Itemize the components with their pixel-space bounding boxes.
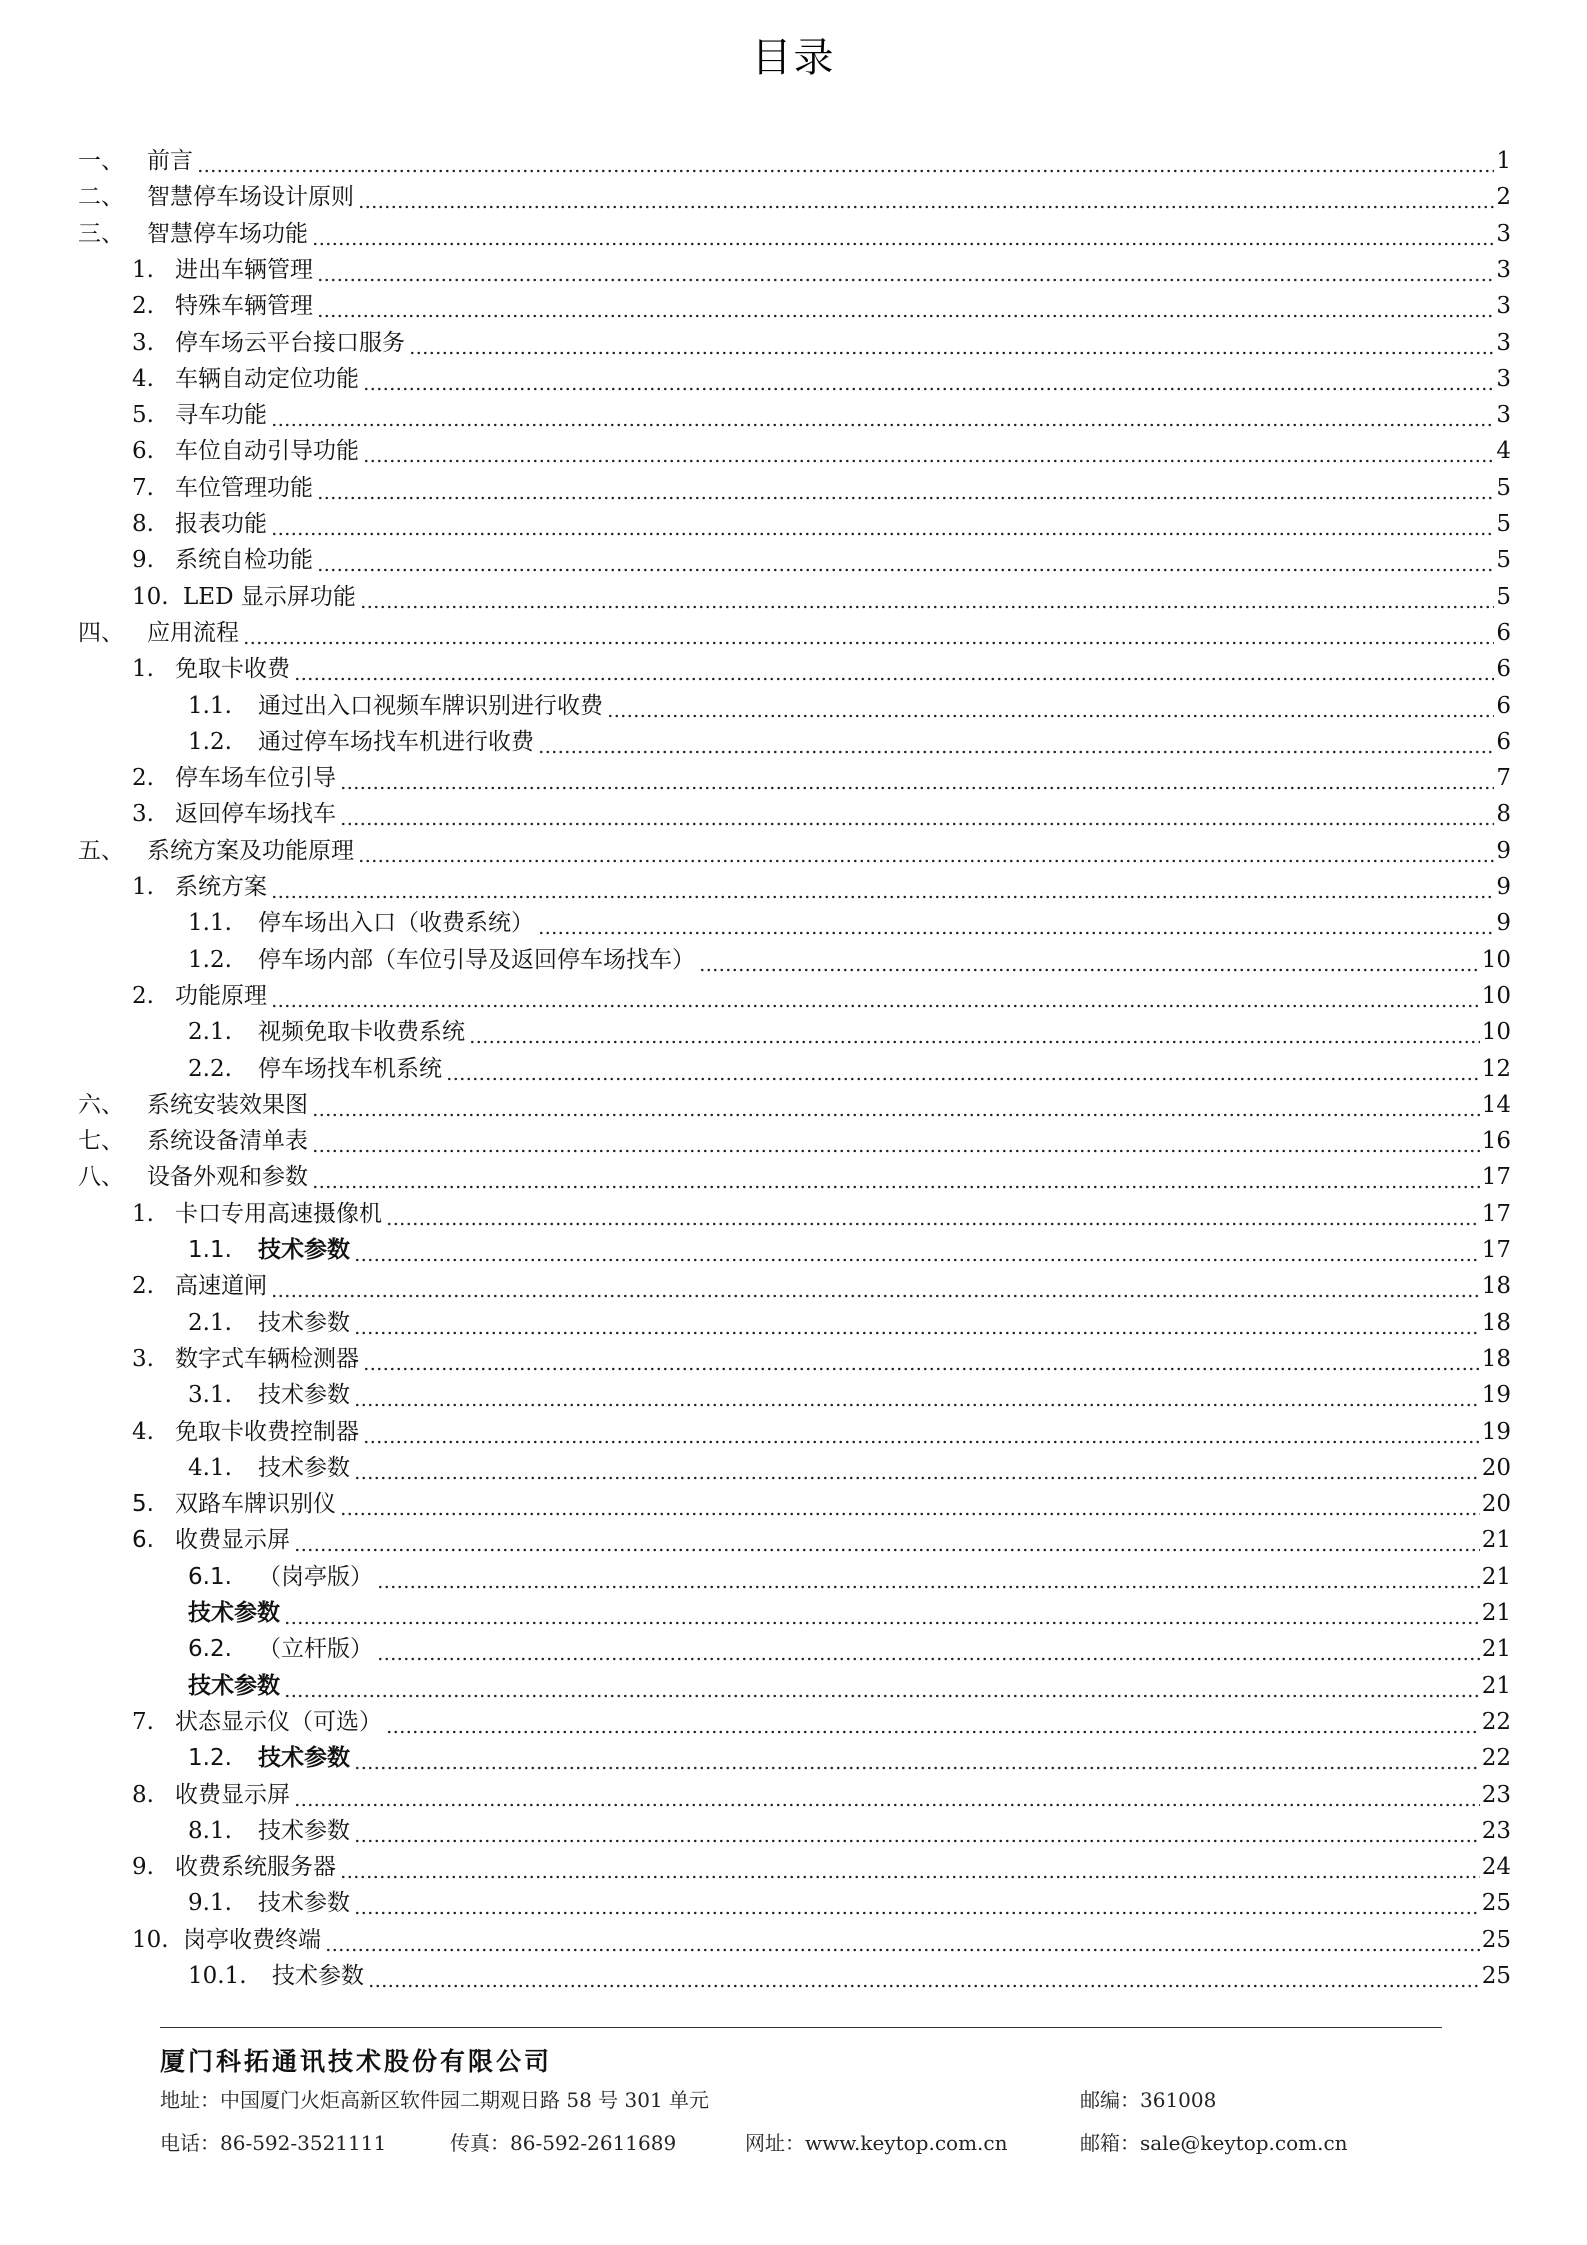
toc-entry-number: 3. — [132, 329, 154, 356]
toc-entry[interactable] — [0, 760, 1587, 796]
toc-entry-page-number: 9 — [1496, 837, 1511, 864]
dot-leader — [409, 325, 1494, 361]
toc-entry-number: 六、 — [78, 1091, 124, 1118]
toc-entry[interactable] — [0, 1051, 1587, 1087]
toc-entry-label: 系统自检功能 — [175, 547, 313, 574]
dot-leader — [469, 1014, 1480, 1050]
toc-entry-number: 10.1. — [188, 1963, 247, 1989]
toc-entry-label: 停车场找车机系统 — [258, 1055, 442, 1082]
toc-entry-label: 停车场云平台接口服务 — [175, 329, 405, 356]
dot-leader — [284, 1668, 1480, 1704]
toc-entry[interactable] — [0, 1159, 1587, 1195]
dot-leader — [386, 1704, 1480, 1740]
toc-entry-label: 寻车功能 — [175, 402, 267, 429]
toc-entry-number: 1.2. — [188, 728, 232, 755]
toc-entry-label: 双路车牌识别仪 — [175, 1491, 336, 1518]
toc-entry-label: 前言 — [147, 148, 193, 174]
dot-leader — [363, 361, 1494, 397]
dot-leader — [354, 1450, 1480, 1486]
dot-leader — [538, 905, 1494, 941]
toc-entry-number: 1.2. — [188, 946, 232, 973]
toc-entry[interactable] — [0, 1087, 1587, 1123]
toc-entry-page-number: 24 — [1481, 1854, 1511, 1881]
toc-entry[interactable] — [0, 796, 1587, 832]
toc-entry-number: 一、 — [78, 148, 124, 174]
toc-entry[interactable] — [0, 905, 1587, 941]
toc-entry-label: 卡口专用高速摄像机 — [175, 1200, 382, 1227]
dot-leader — [360, 579, 1494, 615]
toc-entry-page-number: 6 — [1496, 728, 1511, 755]
dot-leader — [312, 1123, 1480, 1159]
toc-entry-page-number: 25 — [1481, 1926, 1511, 1953]
dot-leader — [358, 833, 1494, 869]
company-name: 厦门科拓通讯技术股份有限公司 — [160, 2047, 553, 2076]
toc-entry-number: 1. — [132, 656, 154, 683]
toc-entry-label: 技术参数 — [272, 1963, 364, 1989]
toc-entry-number: 3. — [132, 801, 154, 828]
toc-entry[interactable] — [0, 1341, 1587, 1377]
dot-leader — [368, 1958, 1480, 1994]
toc-entry-number: 1.1. — [188, 692, 232, 719]
toc-entry[interactable] — [0, 579, 1587, 615]
toc-entry-page-number: 5 — [1496, 583, 1511, 610]
toc-entry-label: 技术参数 — [258, 1309, 350, 1336]
toc-entry-number: 七、 — [78, 1128, 124, 1155]
dot-leader — [325, 1922, 1480, 1958]
toc-entry-page-number: 3 — [1496, 329, 1511, 356]
toc-entry-label: 停车场内部（车位引导及返回停车场找车） — [258, 946, 695, 973]
toc-entry-page-number: 1 — [1496, 148, 1511, 174]
toc-entry-label: 设备外观和参数 — [147, 1164, 308, 1191]
toc-entry-page-number: 6 — [1496, 656, 1511, 683]
dot-leader — [294, 1522, 1480, 1558]
toc-entry-label: LED 显示屏功能 — [183, 583, 356, 610]
footer-divider — [160, 2027, 1442, 2028]
toc-entry[interactable] — [0, 179, 1587, 215]
toc-entry-number: 7. — [132, 474, 154, 501]
toc-entry[interactable] — [0, 506, 1587, 542]
toc-entry-number: 2.1. — [188, 1019, 232, 1046]
dot-leader — [317, 542, 1494, 578]
toc-entry-number: 八、 — [78, 1164, 124, 1191]
toc-entry[interactable] — [0, 1813, 1587, 1849]
toc-entry[interactable] — [0, 1559, 1587, 1595]
dot-leader — [354, 1232, 1480, 1268]
toc-entry-number: 三、 — [78, 220, 124, 247]
toc-entry-label: 免取卡收费控制器 — [175, 1418, 359, 1445]
toc-entry-number: 1. — [132, 1200, 154, 1227]
toc-entry-number: 2.1. — [188, 1309, 232, 1336]
toc-entry-number: 1.1. — [188, 1237, 232, 1263]
footer-phone: 电话：86-592-3521111 — [160, 2131, 387, 2155]
toc-entry-number: 7. — [132, 1708, 154, 1735]
toc-entry[interactable] — [0, 869, 1587, 905]
toc-entry[interactable] — [0, 651, 1587, 687]
toc-entry-label: 收费显示屏 — [175, 1527, 290, 1554]
toc-entry-label: 通过停车场找车机进行收费 — [258, 728, 534, 755]
toc-entry-page-number: 18 — [1481, 1309, 1511, 1336]
toc-entry-number: 6.1. — [188, 1563, 232, 1590]
toc-entry-label: 智慧停车场功能 — [147, 220, 308, 247]
toc-entry-page-number: 2 — [1496, 184, 1511, 211]
toc-entry-page-number: 3 — [1496, 256, 1511, 283]
toc-entry[interactable] — [0, 1268, 1587, 1304]
dot-leader — [354, 1813, 1480, 1849]
toc-entry[interactable] — [0, 1631, 1587, 1667]
dot-leader — [358, 179, 1494, 215]
toc-entry-label: 状态显示仪（可选） — [175, 1708, 382, 1735]
toc-entry[interactable] — [0, 942, 1587, 978]
toc-entry-page-number: 4 — [1496, 438, 1511, 465]
toc-entry[interactable] — [0, 1777, 1587, 1813]
toc-entry-number: 6. — [132, 438, 154, 465]
toc-entry-number: 二、 — [78, 184, 124, 211]
toc-entry-label: 系统方案及功能原理 — [147, 837, 354, 864]
toc-entry-label: 免取卡收费 — [175, 656, 290, 683]
dot-leader — [271, 506, 1494, 542]
toc-entry[interactable] — [0, 1450, 1587, 1486]
footer-email: 邮箱：sale@keytop.com.cn — [1080, 2131, 1348, 2155]
toc-entry-number: 2. — [132, 293, 154, 320]
toc-entry-number: 4. — [132, 1418, 154, 1445]
toc-entry-label: 系统方案 — [175, 874, 267, 900]
toc-entry[interactable] — [0, 1958, 1587, 1994]
toc-entry[interactable] — [0, 1668, 1587, 1704]
toc-entry[interactable] — [0, 1414, 1587, 1450]
toc-entry[interactable] — [0, 978, 1587, 1014]
toc-entry-label: 报表功能 — [175, 511, 267, 537]
toc-entry-number: 3.1. — [188, 1382, 232, 1409]
toc-entry[interactable] — [0, 143, 1587, 179]
toc-entry-label: 功能原理 — [175, 982, 267, 1009]
toc-entry-number: 8.1. — [188, 1817, 232, 1844]
dot-leader — [271, 397, 1494, 433]
toc-entry-page-number: 5 — [1496, 511, 1511, 537]
dot-leader — [284, 1595, 1480, 1631]
toc-entry-label: 技术参数 — [258, 1890, 350, 1917]
toc-entry-label: 通过出入口视频车牌识别进行收费 — [258, 692, 603, 719]
toc-entry-page-number: 20 — [1481, 1491, 1511, 1518]
toc-entry[interactable] — [0, 1486, 1587, 1522]
toc-entry-page-number: 5 — [1496, 474, 1511, 501]
toc-entry-label: 技术参数 — [258, 1382, 350, 1409]
dot-leader — [294, 651, 1494, 687]
toc-entry[interactable] — [0, 288, 1587, 324]
toc-entry-page-number: 21 — [1481, 1563, 1511, 1590]
dot-leader — [271, 978, 1480, 1014]
dot-leader — [340, 760, 1494, 796]
toc-entry-label: 进出车辆管理 — [175, 256, 313, 283]
toc-entry-label: 车辆自动定位功能 — [175, 365, 359, 392]
dot-leader — [317, 288, 1494, 324]
toc-entry-number: 8. — [132, 511, 154, 537]
toc-entry-page-number: 17 — [1481, 1164, 1511, 1191]
toc-entry-page-number: 3 — [1496, 220, 1511, 247]
toc-entry-page-number: 19 — [1481, 1418, 1511, 1445]
dot-leader — [354, 1740, 1480, 1776]
toc-entry-number: 2. — [132, 1273, 154, 1300]
toc-entry[interactable] — [0, 724, 1587, 760]
dot-leader — [340, 1486, 1480, 1522]
toc-entry-page-number: 6 — [1496, 692, 1511, 719]
dot-leader — [354, 1377, 1480, 1413]
toc-entry-label: 停车场车位引导 — [175, 765, 336, 792]
toc-entry-number: 5. — [132, 1491, 154, 1518]
toc-entry-label: 数字式车辆检测器 — [175, 1345, 359, 1372]
toc-entry[interactable] — [0, 1232, 1587, 1268]
toc-entry-page-number: 25 — [1481, 1963, 1511, 1989]
toc-entry-label: 智慧停车场设计原则 — [147, 184, 354, 211]
toc-entry[interactable] — [0, 1196, 1587, 1232]
dot-leader — [243, 615, 1494, 651]
dot-leader — [340, 1849, 1480, 1885]
toc-entry-label: 车位自动引导功能 — [175, 438, 359, 465]
toc-entry[interactable] — [0, 1849, 1587, 1885]
toc-entry[interactable] — [0, 470, 1587, 506]
toc-entry[interactable] — [0, 1595, 1587, 1631]
toc-entry-label: 技术参数 — [258, 1237, 350, 1263]
toc-entry-label: 停车场出入口（收费系统） — [258, 910, 534, 937]
toc-entry-page-number: 21 — [1481, 1672, 1511, 1699]
toc-entry-page-number: 21 — [1481, 1636, 1511, 1663]
toc-entry-label: 技术参数 — [188, 1672, 280, 1699]
toc-entry-number: 10. — [132, 583, 169, 610]
toc-entry[interactable] — [0, 325, 1587, 361]
toc-entry-label: 技术参数 — [258, 1817, 350, 1844]
toc-entry-label: 车位管理功能 — [175, 474, 313, 501]
toc-entry-number: 1. — [132, 874, 154, 900]
toc-entry-label: 视频免取卡收费系统 — [258, 1019, 465, 1046]
toc-entry-number: 2.2. — [188, 1055, 232, 1082]
footer-address: 地址：中国厦门火炬高新区软件园二期观日路 58 号 301 单元 — [160, 2088, 710, 2112]
toc-entry-page-number: 7 — [1496, 765, 1511, 792]
toc-entry-page-number: 3 — [1496, 402, 1511, 429]
toc-entry-number: 2. — [132, 982, 154, 1009]
dot-leader — [538, 724, 1494, 760]
toc-entry-page-number: 12 — [1481, 1055, 1511, 1082]
toc-entry-number: 3. — [132, 1345, 154, 1372]
toc-entry[interactable] — [0, 361, 1587, 397]
toc-entry-number: 4.1. — [188, 1454, 232, 1481]
toc-entry-page-number: 20 — [1481, 1454, 1511, 1481]
page-title: 目录 — [751, 35, 836, 81]
toc-entry[interactable] — [0, 1740, 1587, 1776]
toc-entry-page-number: 21 — [1481, 1527, 1511, 1554]
toc-entry-page-number: 6 — [1496, 619, 1511, 646]
dot-leader — [363, 433, 1494, 469]
toc-entry-page-number: 25 — [1481, 1890, 1511, 1917]
toc-entry-page-number: 10 — [1481, 982, 1511, 1009]
dot-leader — [699, 942, 1480, 978]
toc-entry-label: 收费显示屏 — [175, 1781, 290, 1808]
toc-entry-number: 1.1. — [188, 910, 232, 937]
toc-entry-page-number: 14 — [1481, 1091, 1511, 1118]
toc-entry[interactable] — [0, 1522, 1587, 1558]
toc-entry-label: 系统安装效果图 — [147, 1091, 308, 1118]
dot-leader — [312, 216, 1494, 252]
dot-leader — [317, 252, 1494, 288]
toc-entry-number: 6. — [132, 1527, 154, 1554]
toc-entry-page-number: 10 — [1481, 946, 1511, 973]
dot-leader — [446, 1051, 1480, 1087]
toc-entry-page-number: 22 — [1481, 1708, 1511, 1735]
toc-entry-number: 5. — [132, 402, 154, 429]
toc-entry-page-number: 9 — [1496, 910, 1511, 937]
toc-entry-label: 收费系统服务器 — [175, 1854, 336, 1881]
toc-entry-page-number: 18 — [1481, 1273, 1511, 1300]
toc-entry-page-number: 23 — [1481, 1781, 1511, 1808]
dot-leader — [312, 1087, 1480, 1123]
toc-entry-page-number: 10 — [1481, 1019, 1511, 1046]
toc-entry[interactable] — [0, 615, 1587, 651]
dot-leader — [312, 1159, 1480, 1195]
toc-entry-page-number: 8 — [1496, 801, 1511, 828]
toc-entry[interactable] — [0, 688, 1587, 724]
dot-leader — [377, 1559, 1480, 1595]
toc-entry[interactable] — [0, 216, 1587, 252]
toc-entry-number: 五、 — [78, 837, 124, 864]
toc-entry-label: 技术参数 — [258, 1745, 350, 1772]
toc-entry-number: 9.1. — [188, 1890, 232, 1917]
dot-leader — [363, 1341, 1480, 1377]
toc-entry-page-number: 21 — [1481, 1600, 1511, 1626]
dot-leader — [317, 470, 1494, 506]
dot-leader — [386, 1196, 1480, 1232]
dot-leader — [294, 1777, 1480, 1813]
dot-leader — [377, 1631, 1480, 1667]
dot-leader — [363, 1414, 1480, 1450]
toc-entry-number: 2. — [132, 765, 154, 792]
toc-entry[interactable] — [0, 1123, 1587, 1159]
toc-entry[interactable] — [0, 397, 1587, 433]
toc-entry-label: 岗亭收费终端 — [183, 1926, 321, 1953]
toc-entry-page-number: 16 — [1481, 1128, 1511, 1155]
toc-entry[interactable] — [0, 1377, 1587, 1413]
toc-entry-label: （岗亭版） — [258, 1563, 373, 1590]
toc-entry-page-number: 23 — [1481, 1817, 1511, 1844]
toc-entry-label: 特殊车辆管理 — [175, 293, 313, 320]
toc-entry[interactable] — [0, 1305, 1587, 1341]
toc-entry-page-number: 5 — [1496, 547, 1511, 574]
toc-entry[interactable] — [0, 1704, 1587, 1740]
toc-entry-label: 技术参数 — [188, 1600, 280, 1626]
toc-entry[interactable] — [0, 833, 1587, 869]
toc-entry[interactable] — [0, 252, 1587, 288]
toc-entry[interactable] — [0, 542, 1587, 578]
footer-fax: 传真：86-592-2611689 — [450, 2131, 677, 2155]
toc-entry-label: 返回停车场找车 — [175, 801, 336, 828]
toc-entry[interactable] — [0, 1885, 1587, 1921]
footer-website: 网址：www.keytop.com.cn — [745, 2131, 1008, 2155]
footer-postcode: 邮编：361008 — [1080, 2088, 1217, 2112]
toc-entry[interactable] — [0, 433, 1587, 469]
toc-entry-label: 技术参数 — [258, 1454, 350, 1481]
toc-entry-number: 6.2. — [188, 1636, 232, 1663]
toc-entry-number: 1.2. — [188, 1745, 232, 1772]
toc-entry-label: 高速道闸 — [175, 1273, 267, 1300]
toc-entry-number: 1. — [132, 256, 154, 283]
toc-entry-page-number: 3 — [1496, 365, 1511, 392]
toc-entry[interactable] — [0, 1922, 1587, 1958]
toc-entry-number: 9. — [132, 547, 154, 574]
dot-leader — [271, 1268, 1480, 1304]
toc-entry-page-number: 19 — [1481, 1382, 1511, 1409]
toc-entry-number: 四、 — [78, 619, 124, 646]
toc-entry-page-number: 17 — [1481, 1200, 1511, 1227]
toc-entry-number: 8. — [132, 1781, 154, 1808]
toc-entry-number: 9. — [132, 1854, 154, 1881]
toc-entry-page-number: 18 — [1481, 1345, 1511, 1372]
toc-entry-page-number: 22 — [1481, 1745, 1511, 1772]
toc-entry-label: （立杆版） — [258, 1636, 373, 1663]
dot-leader — [354, 1885, 1480, 1921]
dot-leader — [607, 688, 1494, 724]
toc-entry-number: 10. — [132, 1926, 169, 1953]
dot-leader — [340, 796, 1494, 832]
toc-entry-page-number: 17 — [1481, 1237, 1511, 1263]
dot-leader — [271, 869, 1494, 905]
toc-entry[interactable] — [0, 1014, 1587, 1050]
dot-leader — [197, 143, 1494, 179]
toc-entry-label: 系统设备清单表 — [147, 1128, 308, 1155]
toc-entry-label: 应用流程 — [147, 619, 239, 646]
toc-entry-number: 4. — [132, 365, 154, 392]
toc-entry-page-number: 3 — [1496, 293, 1511, 320]
toc-entry-page-number: 9 — [1496, 874, 1511, 900]
dot-leader — [354, 1305, 1480, 1341]
